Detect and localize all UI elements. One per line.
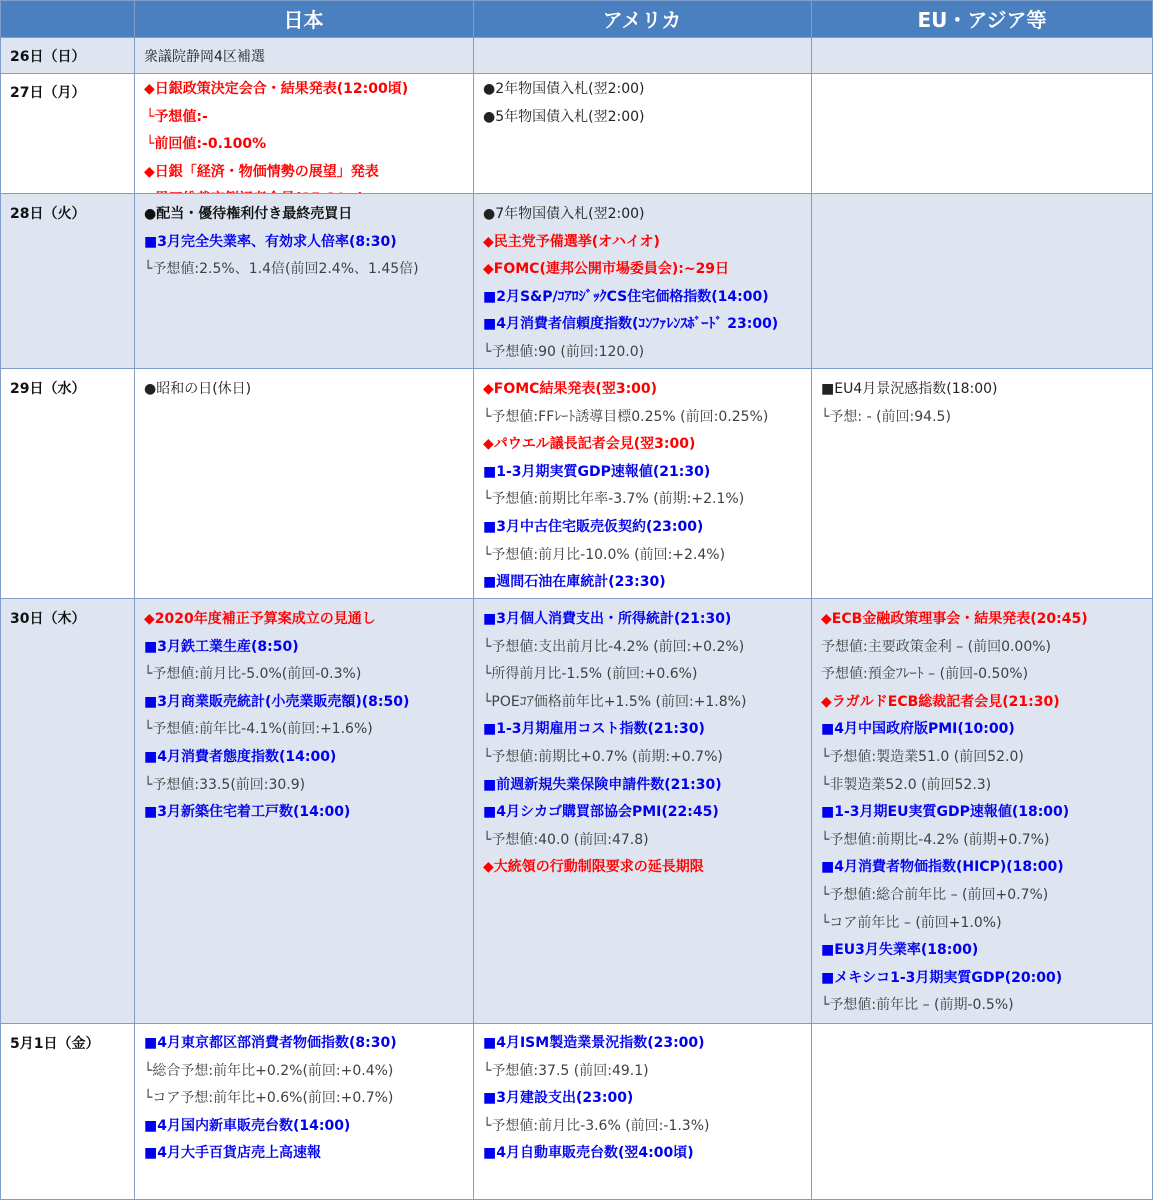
event-line: ■メキシコ1-3月期実質GDP(20:00) <box>821 969 1063 986</box>
row-0-cell-2 <box>473 37 811 73</box>
row-3-cell-0 <box>0 369 134 598</box>
event-line: ■前週新規失業保険申請件数(21:30) <box>483 776 722 793</box>
forecast-line: └予想値:前月比-3.6% (前回:-1.3%) <box>483 1117 710 1134</box>
row-3-cell-1 <box>134 369 473 598</box>
column-divider <box>134 0 135 1200</box>
event-line: ■4月消費者信頼度指数(ｺﾝﾌｧﾚﾝｽﾎﾞｰﾄﾞ 23:00) <box>483 316 779 333</box>
event-line: ●昭和の日(休日) <box>144 381 252 397</box>
event-line: ■4月シカゴ購買部協会PMI(22:45) <box>483 804 719 821</box>
event-line: ■4月中国政府版PMI(10:00) <box>821 721 1015 738</box>
forecast-line: └予想値:- <box>146 108 208 125</box>
row-3-cell-3 <box>811 369 1153 598</box>
event-line: ●7年物国債入札(翌2:00) <box>483 206 645 222</box>
forecast-line: └非製造業52.0 (前回52.3) <box>821 776 992 793</box>
forecast-line: └予想値:前月比-5.0%(前回-0.3%) <box>144 666 362 683</box>
event-line: ◆日銀政策決定会合・結果発表(12:00頃) <box>144 81 409 97</box>
row-divider <box>0 37 1153 38</box>
forecast-line: 予想値:主要政策金利 – (前回0.00%) <box>821 638 1052 655</box>
event-line: ◆大統領の行動制限要求の延長期限 <box>483 859 704 876</box>
event-line: ■3月個人消費支出・所得統計(21:30) <box>483 611 732 627</box>
header-japan: 日本 <box>134 0 473 37</box>
column-divider <box>811 0 812 1200</box>
forecast-line: └予想値:前期比+0.7% (前期:+0.7%) <box>483 749 723 765</box>
forecast-line: └予想値:前期比年率-3.7% (前期:+2.1%) <box>483 491 745 508</box>
event-line: ■3月建設支出(23:00) <box>483 1090 634 1107</box>
forecast-line: └予想値:前年比 – (前期-0.5%) <box>821 997 1014 1014</box>
event-line: ■4月自動車販売台数(翌4:00頃) <box>483 1145 694 1162</box>
event-line: ■2月S&P/ｺｱﾛｼﾞｯｸCS住宅価格指数(14:00) <box>483 288 769 305</box>
event-line: ■EU3月失業率(18:00) <box>821 942 979 959</box>
forecast-line: └予想値:90 (前回:120.0) <box>483 344 645 360</box>
forecast-line: └コア前年比 – (前回+1.0%) <box>821 914 1002 931</box>
date-label: 28日（火） <box>10 206 86 222</box>
forecast-line: └予想値:FFﾚｰﾄ誘導目標0.25% (前回:0.25%) <box>483 408 769 425</box>
event-line: ●2年物国債入札(翌2:00) <box>483 81 645 97</box>
event-line: ■3月商業販売統計(小売業販売額)(8:50) <box>144 693 410 710</box>
row-divider <box>0 1023 1153 1024</box>
forecast-line: └POEｺｱ価格前年比+1.5% (前回:+1.8%) <box>483 693 747 710</box>
header-america: アメリカ <box>473 0 811 37</box>
forecast-line: └予想値:前期比-4.2% (前期+0.7%) <box>821 831 1050 848</box>
forecast-line: └予想値:前月比-10.0% (前回:+2.4%) <box>483 546 726 563</box>
event-line: ■1-3月期EU実質GDP速報値(18:00) <box>821 804 1070 821</box>
date-label: 27日（月） <box>10 85 86 101</box>
event-line: ■1-3月期雇用コスト指数(21:30) <box>483 721 705 738</box>
row-3-cell-2 <box>473 369 811 598</box>
row-2-cell-3 <box>811 194 1153 368</box>
date-label: 5月1日（金） <box>10 1036 100 1052</box>
event-line: ■4月国内新車販売台数(14:00) <box>144 1117 351 1134</box>
row-divider <box>0 73 1153 74</box>
forecast-line: └予想値:製造業51.0 (前回52.0) <box>821 749 1024 765</box>
forecast-line: └予想値:前年比-4.1%(前回:+1.6%) <box>144 721 373 738</box>
forecast-line: └予想値:総合前年比 – (前回+0.7%) <box>821 887 1049 903</box>
row-divider <box>0 598 1153 599</box>
row-divider <box>0 368 1153 369</box>
forecast-line: └所得前月比-1.5% (前回:+0.6%) <box>483 666 698 683</box>
event-line: 衆議院静岡4区補選 <box>144 49 265 65</box>
row-5-cell-3 <box>811 1024 1153 1200</box>
event-line: ●5年物国債入札(翌2:00) <box>483 108 645 125</box>
event-line: ■4月ISM製造業景況指数(23:00) <box>483 1035 705 1051</box>
event-line: ■3月新築住宅着工戸数(14:00) <box>144 804 351 821</box>
event-line: ■4月消費者物価指数(HICP)(18:00) <box>821 859 1064 876</box>
event-line: ◆FOMC結果発表(翌3:00) <box>483 381 658 397</box>
event-line: ◆日銀「経済・物価情勢の展望」発表 <box>144 163 379 180</box>
forecast-line: 予想値:預金ﾌﾚｰﾄ – (前回-0.50%) <box>821 666 1029 683</box>
header-eu-asia: EU・アジア等 <box>811 0 1153 37</box>
event-line: ■3月完全失業率、有効求人倍率(8:30) <box>144 233 397 250</box>
forecast-line: └総合予想:前年比+0.2%(前回:+0.4%) <box>144 1062 394 1079</box>
date-label: 26日（日） <box>10 49 86 65</box>
event-line: ◆ECB金融政策理事会・結果発表(20:45) <box>821 611 1088 627</box>
event-line: ◆パウエル議長記者会見(翌3:00) <box>483 436 696 453</box>
left-border <box>0 0 1 1200</box>
row-4-cell-0 <box>0 599 134 1023</box>
event-line: ■1-3月期実質GDP速報値(21:30) <box>483 463 711 480</box>
event-line: ◆民主党予備選挙(オハイオ) <box>483 233 660 250</box>
forecast-line: └予想値:2.5%、1.4倍(前回2.4%、1.45倍) <box>144 261 419 278</box>
date-label: 29日（水） <box>10 381 86 397</box>
event-line: ■4月東京都区部消費者物価指数(8:30) <box>144 1035 397 1051</box>
event-line: ■EU4月景況感指数(18:00) <box>821 381 998 397</box>
event-line: ◆2020年度補正予算案成立の見通し <box>144 611 376 627</box>
row-1-cell-3 <box>811 73 1153 193</box>
forecast-line: └予想値:33.5(前回:30.9) <box>144 776 306 793</box>
event-line: ◆ラガルドECB総裁記者会見(21:30) <box>821 693 1060 710</box>
event-line: ■3月鉄工業生産(8:50) <box>144 638 299 655</box>
event-line: ■3月中古住宅販売仮契約(23:00) <box>483 519 704 535</box>
event-line: ◆FOMC(連邦公開市場委員会):~29日 <box>483 261 730 278</box>
event-line: ■4月大手百貨店売上高速報 <box>144 1145 321 1162</box>
header-blank <box>0 0 134 37</box>
forecast-line: └予想: - (前回:94.5) <box>821 408 951 425</box>
row-divider <box>0 193 1153 194</box>
event-line: ■4月消費者態度指数(14:00) <box>144 749 337 765</box>
forecast-line: └前回値:-0.100% <box>146 136 267 153</box>
event-line: ●配当・優待権利付き最終売買日 <box>144 206 353 222</box>
row-0-cell-3 <box>811 37 1153 73</box>
event-line: ■週間石油在庫統計(23:30) <box>483 574 666 591</box>
forecast-line: └コア予想:前年比+0.6%(前回:+0.7%) <box>144 1090 394 1107</box>
forecast-line: └予想値:37.5 (前回:49.1) <box>483 1062 649 1079</box>
forecast-line: └予想値:40.0 (前回:47.8) <box>483 831 649 848</box>
date-label: 30日（木） <box>10 611 86 627</box>
forecast-line: └予想値:支出前月比-4.2% (前回:+0.2%) <box>483 638 745 655</box>
column-divider <box>473 0 474 1200</box>
top-border <box>0 0 1153 1</box>
